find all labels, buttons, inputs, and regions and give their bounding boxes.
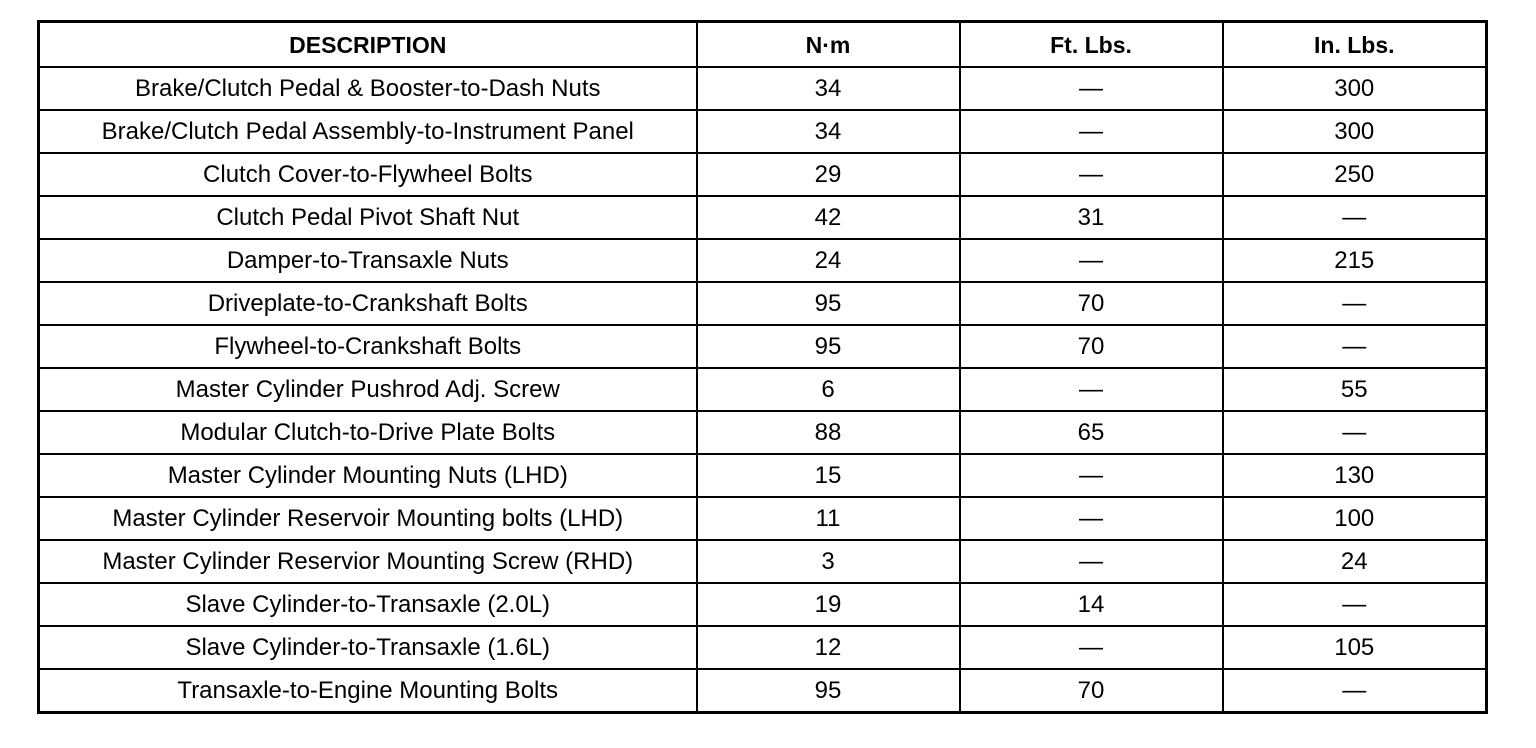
header-description: DESCRIPTION: [39, 22, 697, 68]
cell-nm: 12: [697, 626, 960, 669]
cell-description: Modular Clutch-to-Drive Plate Bolts: [39, 411, 697, 454]
cell-in-lbs: 130: [1223, 454, 1487, 497]
table-row: [39, 497, 1487, 540]
cell-nm: 3: [697, 540, 960, 583]
cell-nm: 6: [697, 368, 960, 411]
cell-nm: 95: [697, 325, 960, 368]
cell-ft-lbs: —: [960, 540, 1223, 583]
table-row: [39, 153, 1487, 196]
cell-ft-lbs: 70: [960, 669, 1223, 713]
cell-nm: 42: [697, 196, 960, 239]
cell-nm: 34: [697, 110, 960, 153]
cell-ft-lbs: 65: [960, 411, 1223, 454]
cell-ft-lbs: —: [960, 67, 1223, 110]
cell-ft-lbs: 70: [960, 282, 1223, 325]
cell-nm: 29: [697, 153, 960, 196]
cell-description: Flywheel-to-Crankshaft Bolts: [39, 325, 697, 368]
cell-in-lbs: —: [1223, 196, 1487, 239]
cell-description: Brake/Clutch Pedal & Booster-to-Dash Nuts: [39, 67, 697, 110]
header-ft-lbs: Ft. Lbs.: [960, 22, 1223, 68]
cell-nm: 34: [697, 67, 960, 110]
table-body: [39, 67, 1487, 713]
cell-in-lbs: 55: [1223, 368, 1487, 411]
cell-ft-lbs: —: [960, 239, 1223, 282]
header-row: [39, 22, 1487, 68]
cell-description: Master Cylinder Pushrod Adj. Screw: [39, 368, 697, 411]
header-nm: N·m: [697, 22, 960, 68]
table-row: [39, 368, 1487, 411]
cell-in-lbs: —: [1223, 325, 1487, 368]
cell-ft-lbs: 31: [960, 196, 1223, 239]
cell-in-lbs: —: [1223, 282, 1487, 325]
cell-description: Damper-to-Transaxle Nuts: [39, 239, 697, 282]
cell-nm: 95: [697, 669, 960, 713]
cell-nm: 95: [697, 282, 960, 325]
cell-description: Master Cylinder Reservior Mounting Screw (RHD): [39, 540, 697, 583]
table-row: [39, 583, 1487, 626]
cell-in-lbs: 24: [1223, 540, 1487, 583]
cell-description: Clutch Pedal Pivot Shaft Nut: [39, 196, 697, 239]
table-row: [39, 282, 1487, 325]
table-row: [39, 67, 1487, 110]
torque-spec-table: [37, 20, 1488, 714]
cell-description: Master Cylinder Reservoir Mounting bolts (LHD): [39, 497, 697, 540]
table-row: [39, 626, 1487, 669]
cell-ft-lbs: 70: [960, 325, 1223, 368]
cell-nm: 24: [697, 239, 960, 282]
cell-ft-lbs: —: [960, 110, 1223, 153]
cell-description: Brake/Clutch Pedal Assembly-to-Instrument Panel: [39, 110, 697, 153]
cell-ft-lbs: —: [960, 368, 1223, 411]
cell-nm: 11: [697, 497, 960, 540]
cell-ft-lbs: —: [960, 454, 1223, 497]
table-row: [39, 454, 1487, 497]
cell-in-lbs: —: [1223, 411, 1487, 454]
cell-in-lbs: 105: [1223, 626, 1487, 669]
cell-nm: 19: [697, 583, 960, 626]
cell-description: Master Cylinder Mounting Nuts (LHD): [39, 454, 697, 497]
table-row: [39, 540, 1487, 583]
cell-in-lbs: 300: [1223, 67, 1487, 110]
cell-description: Slave Cylinder-to-Transaxle (2.0L): [39, 583, 697, 626]
table-row: [39, 196, 1487, 239]
cell-description: Driveplate-to-Crankshaft Bolts: [39, 282, 697, 325]
table-row: [39, 669, 1487, 713]
cell-ft-lbs: 14: [960, 583, 1223, 626]
cell-ft-lbs: —: [960, 626, 1223, 669]
table-row: [39, 239, 1487, 282]
header-in-lbs: In. Lbs.: [1223, 22, 1487, 68]
cell-in-lbs: —: [1223, 583, 1487, 626]
cell-nm: 15: [697, 454, 960, 497]
cell-in-lbs: —: [1223, 669, 1487, 713]
table-row: [39, 325, 1487, 368]
cell-in-lbs: 250: [1223, 153, 1487, 196]
table-row: [39, 110, 1487, 153]
cell-in-lbs: 100: [1223, 497, 1487, 540]
cell-in-lbs: 300: [1223, 110, 1487, 153]
cell-in-lbs: 215: [1223, 239, 1487, 282]
cell-ft-lbs: —: [960, 497, 1223, 540]
table-row: [39, 411, 1487, 454]
cell-description: Clutch Cover-to-Flywheel Bolts: [39, 153, 697, 196]
cell-description: Transaxle-to-Engine Mounting Bolts: [39, 669, 697, 713]
cell-description: Slave Cylinder-to-Transaxle (1.6L): [39, 626, 697, 669]
cell-ft-lbs: —: [960, 153, 1223, 196]
cell-nm: 88: [697, 411, 960, 454]
